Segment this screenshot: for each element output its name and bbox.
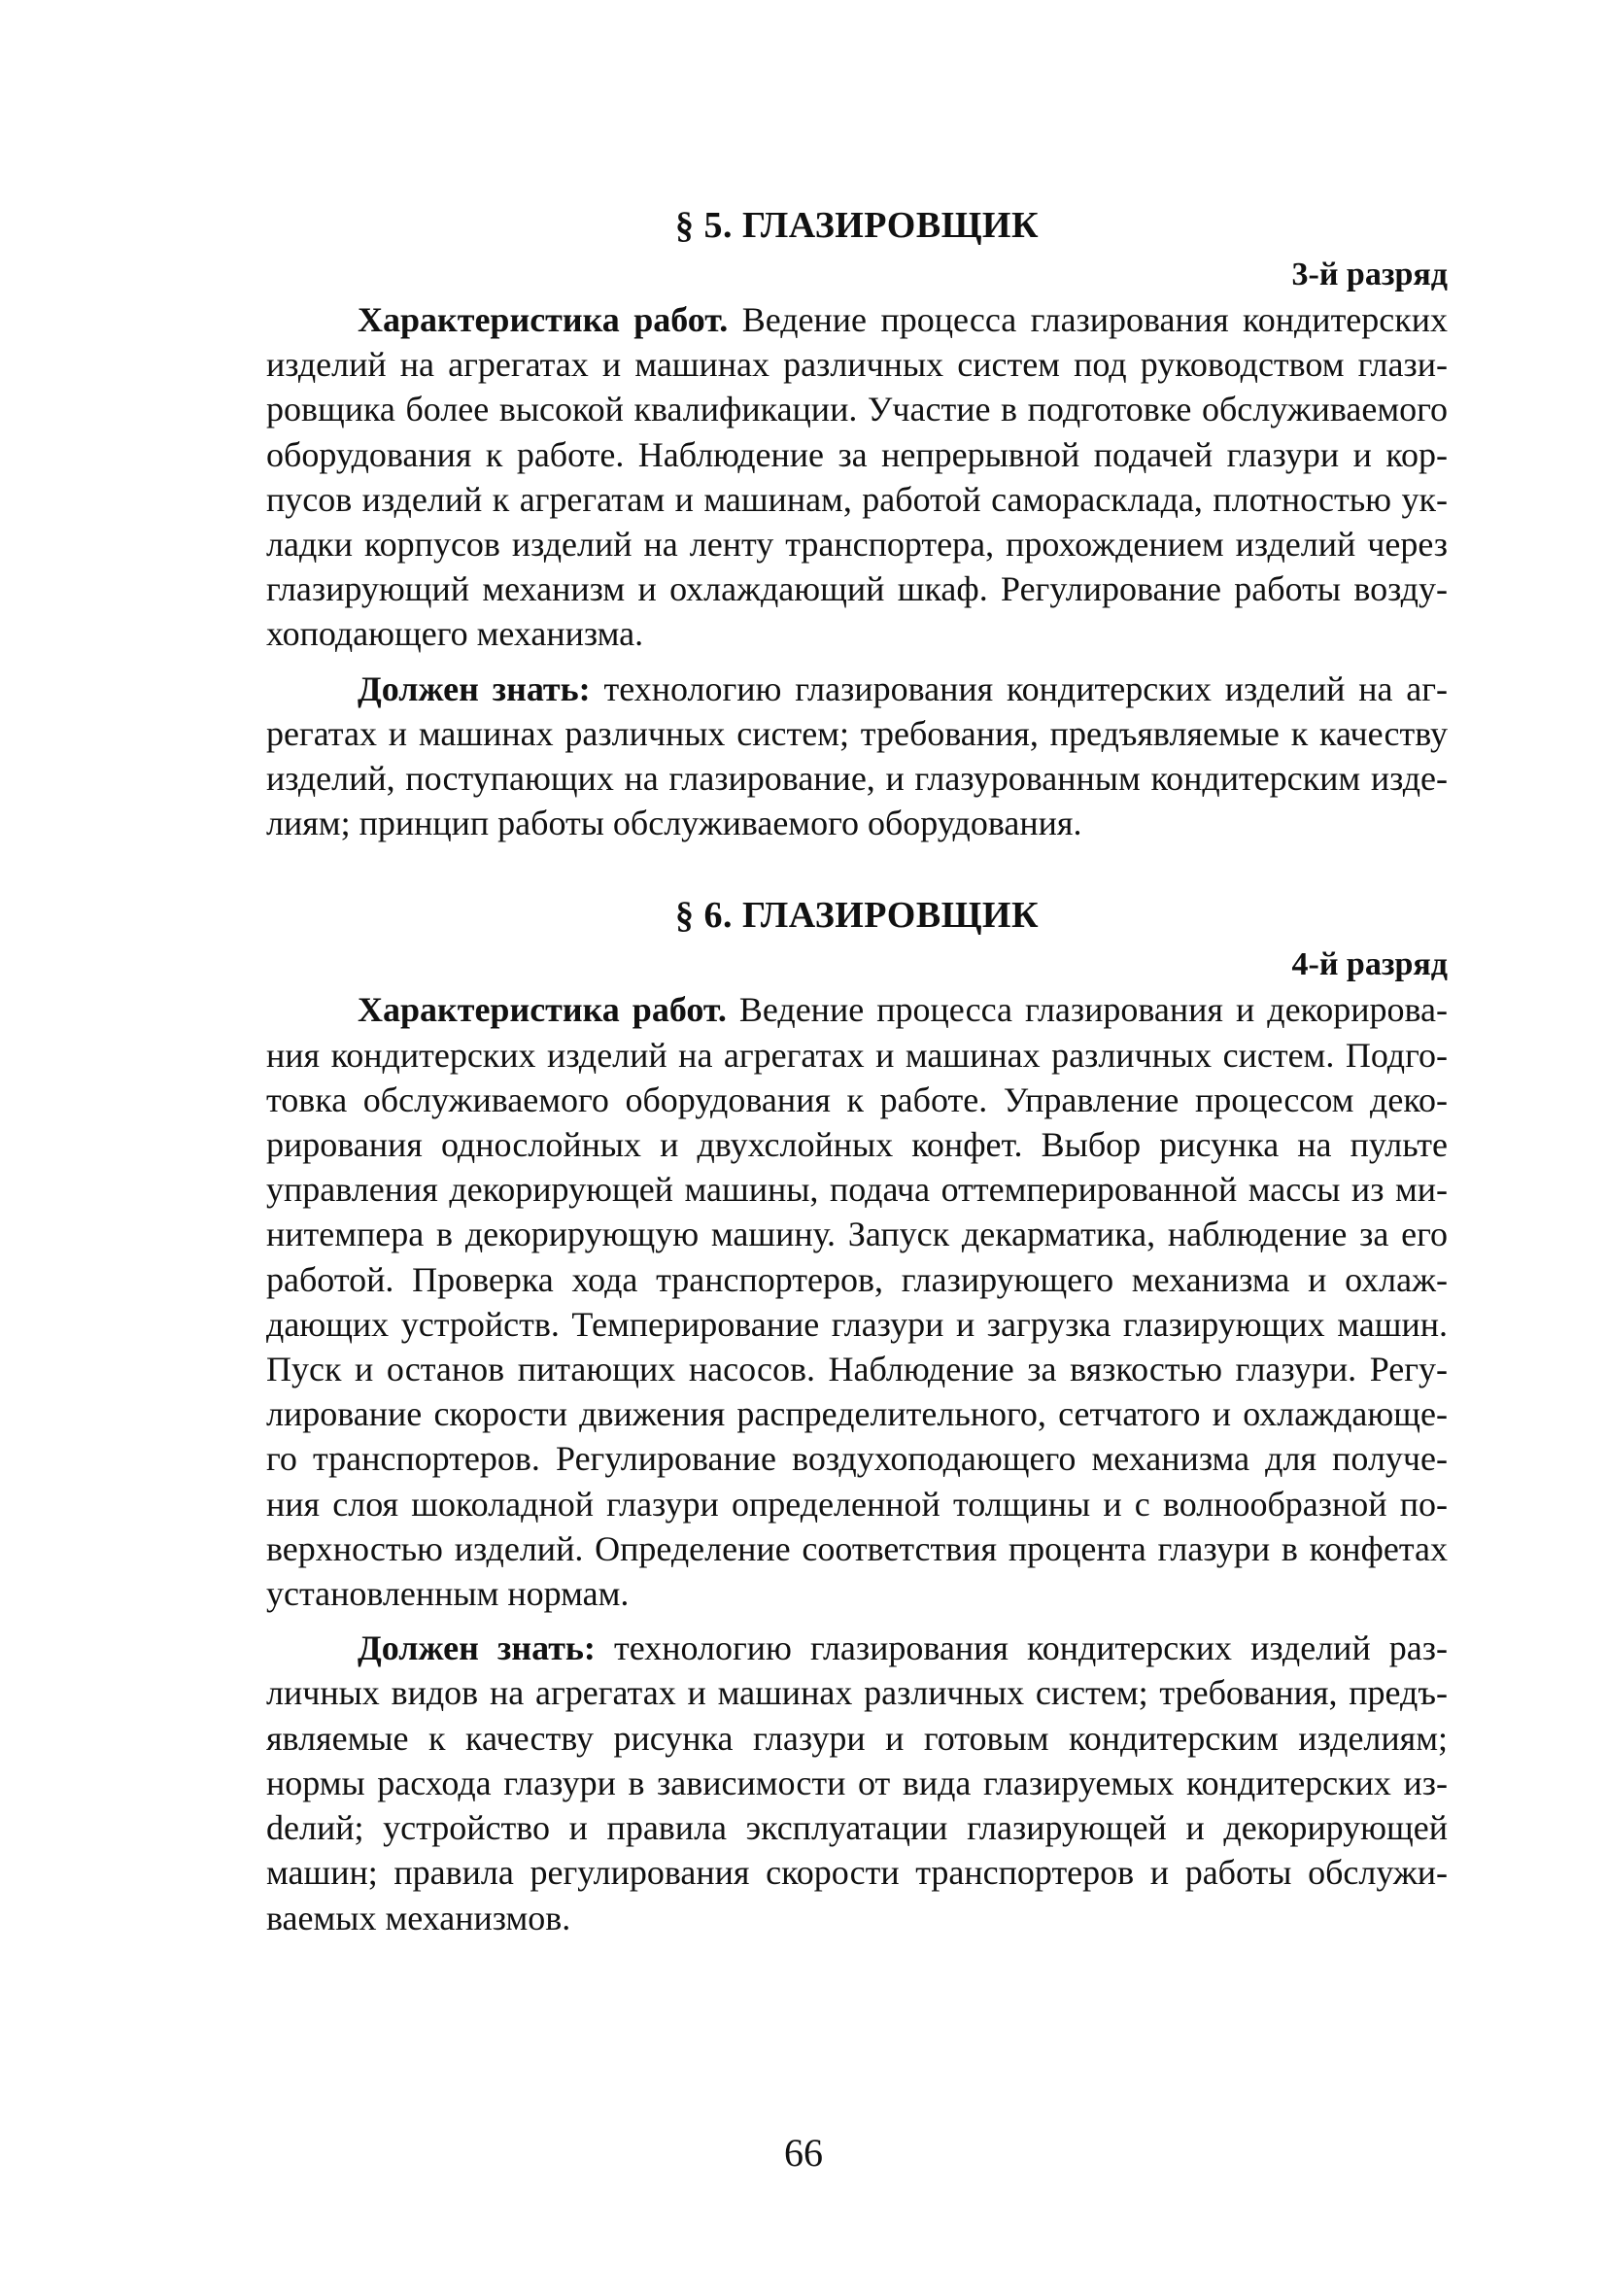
knowledge-label: Должен знать:: [358, 1628, 596, 1668]
required-knowledge-paragraph: [266, 1626, 1448, 1939]
grade-label: 3-й разряд: [1291, 257, 1448, 292]
section-title: § 6. ГЛАЗИРОВЩИК: [674, 895, 1040, 937]
section-5: [266, 202, 1448, 845]
characteristics-label: Характеристика работ.: [358, 300, 729, 339]
work-characteristics-paragraph: [266, 987, 1448, 1616]
page-content: [266, 202, 1448, 1940]
section-6: [266, 892, 1448, 1939]
grade-label: 4-й разряд: [1291, 946, 1448, 983]
page-number: 66: [784, 2131, 823, 2175]
required-knowledge-paragraph: [266, 667, 1448, 846]
characteristics-text: Ведение процесса глазирования и декорирования кондитерских изделий на агрегатах и машинах различных систем. Подготовка обслуживаемого оборудования к работе. Управление процессом декорирования однослойных и двухслойных конфет. Выбор рисунка на пульте управления декорирующей машины, подача оттемперированной массы из минитемпера в декорирующую машину. Запуск декарматика, наблюдение за его работой. Проверка хода транспортеров, глазирующего механизма и охлаждающих устройств. Темперирование глазури и загрузка глазирующих машин. Пуск и останов питающих насосов. Наблюдение за вязкостью глазури. Регулирование скорости движения распределительного, сетчатого и охлаждающего транспортеров. Регулирование воздухоподающего механизма для получения слоя шоколадной глазури определенной толщины и с волнообразной поверхностью изделий. Определение соответствия процента глазури в конфетах установленным нормам.: [266, 990, 1448, 1614]
characteristics-label: Характеристика работ.: [358, 990, 727, 1030]
characteristics-text: Ведение процесса глазирования кондитерских изделий на агрегатах и машинах различных систем под руководством глазировщика более высокой квалификации. Участие в подготовке обслуживаемого оборудования к работе. Наблюдение за непрерывной подачей глазури и корпусов изделий к агрегатам и машинам, работой саморасклада, плотностью укладки корпусов изделий на ленту транспортера, прохождением изделий через глазирующий механизм и охлаждающий шкаф. Регулирование работы воздухоподающего механизма.: [266, 300, 1449, 654]
section-title: § 5. ГЛАЗИРОВЩИК: [674, 205, 1040, 246]
knowledge-label: Должен знать:: [358, 668, 591, 708]
work-characteristics-paragraph: [266, 297, 1448, 657]
knowledge-text: технологию глазирования кондитерских изделий на агрегатах и машинах различных систем; требования, предъявляемые к качеству изделий, поступающих на глазирование, и глазурованным кондитерским изделиям; принцип работы обслуживаемого оборудования.: [266, 668, 1449, 843]
knowledge-text: технологию глазирования кондитерских изделий различных видов на агрегатах и машинах различных систем; требования, предъявляемые к качеству рисунка глазури и готовым кондитерским изделиям; нормы расхода глазури в зависимости от вида глазируемых кондитерских изdелий; устройство и правила эксплуатации глазирующей и декорирующей машин; правила регулирования скорости транспортеров и работы обслуживаемых механизмов.: [266, 1628, 1448, 1937]
